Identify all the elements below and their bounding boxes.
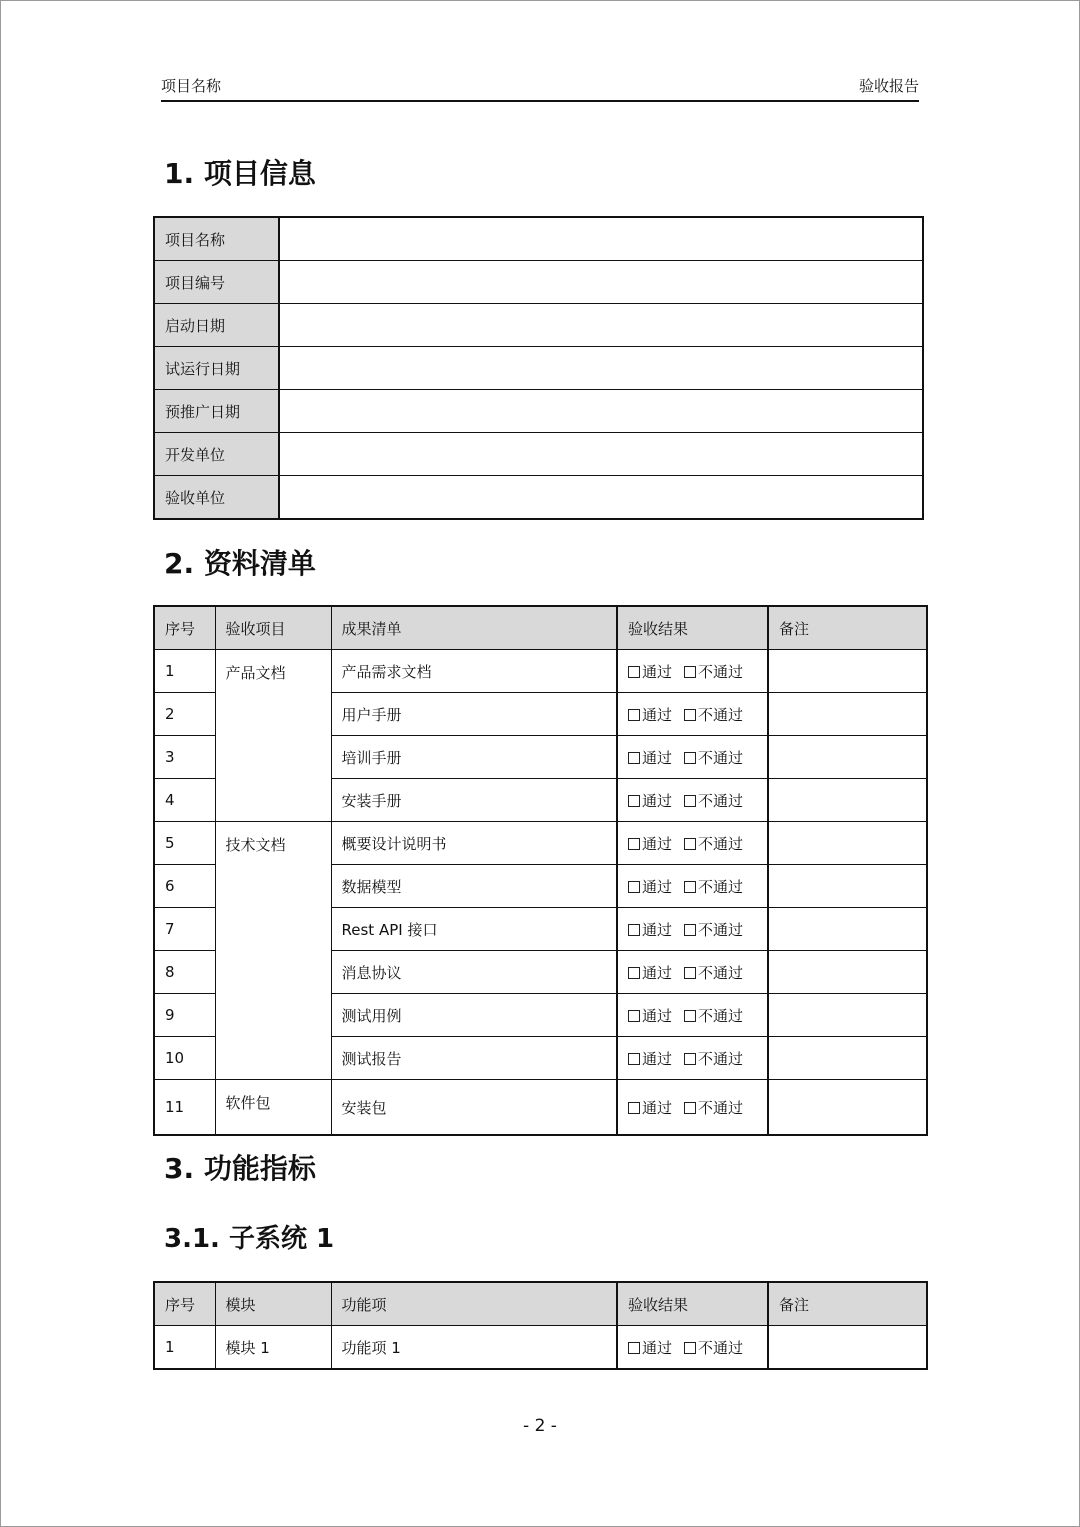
module-name: 模块 1 [215,1326,331,1370]
remark-cell[interactable] [768,1080,927,1136]
checkbox-icon[interactable] [628,1102,640,1114]
col-header-deliverable: 成果清单 [331,606,617,650]
section-3-heading: 3. 功能指标 [164,1152,316,1185]
info-label: 验收单位 [154,476,279,520]
pass-option[interactable]: 通过 [628,1050,672,1068]
row-number: 8 [154,951,215,994]
info-value[interactable] [279,304,923,347]
section-2-heading: 2. 资料清单 [164,547,316,580]
table-row [154,650,927,693]
fail-option[interactable]: 不通过 [684,1099,743,1117]
row-number: 11 [154,1080,215,1136]
col-header-result: 验收结果 [617,606,768,650]
col-header-remark: 备注 [768,606,927,650]
checkbox-icon[interactable] [628,967,640,979]
checkbox-icon[interactable] [628,1342,640,1354]
deliverable-name: 培训手册 [331,736,617,779]
table-row [154,347,923,390]
remark-cell[interactable] [768,693,927,736]
info-label: 启动日期 [154,304,279,347]
result-options [617,908,768,951]
info-value[interactable] [279,347,923,390]
deliverable-name: Rest API 接口 [331,908,617,951]
info-label: 开发单位 [154,433,279,476]
table-header-row [154,1282,927,1326]
result-options [617,736,768,779]
checkbox-icon[interactable] [628,1053,640,1065]
subsystem-1-table [153,1281,928,1370]
checkbox-icon[interactable] [628,752,640,764]
pass-option[interactable]: 通过 [628,835,672,853]
info-label: 试运行日期 [154,347,279,390]
col-header-no: 序号 [154,1282,215,1326]
deliverable-name: 安装包 [331,1080,617,1136]
result-options [617,1080,768,1136]
section-1-heading: 1. 项目信息 [164,157,316,190]
fail-option[interactable]: 不通过 [684,1050,743,1068]
result-options [617,779,768,822]
pass-option[interactable]: 通过 [628,964,672,982]
result-options [617,650,768,693]
remark-cell[interactable] [768,779,927,822]
result-options [617,822,768,865]
row-number: 3 [154,736,215,779]
header-project-name: 项目名称 [161,77,222,95]
checkbox-icon[interactable] [684,924,696,936]
checkbox-icon[interactable] [684,1342,696,1354]
info-value[interactable] [279,476,923,520]
page-header [161,76,919,102]
header-report-title: 验收报告 [858,77,919,95]
fail-option[interactable]: 不通过 [684,835,743,853]
row-number: 6 [154,865,215,908]
fail-option[interactable]: 不通过 [684,749,743,767]
table-row [154,822,927,865]
fail-option[interactable]: 不通过 [684,1339,743,1357]
col-header-no: 序号 [154,606,215,650]
materials-table [153,605,928,1136]
checkbox-icon[interactable] [628,1010,640,1022]
deliverable-name: 测试报告 [331,1037,617,1080]
col-header-item: 验收项目 [215,606,331,650]
fail-option[interactable]: 不通过 [684,663,743,681]
remark-cell[interactable] [768,908,927,951]
remark-cell[interactable] [768,994,927,1037]
table-row [154,433,923,476]
checkbox-icon[interactable] [628,881,640,893]
row-number: 5 [154,822,215,865]
checkbox-icon[interactable] [684,1102,696,1114]
checkbox-icon[interactable] [684,967,696,979]
fail-option[interactable]: 不通过 [684,964,743,982]
deliverable-name: 测试用例 [331,994,617,1037]
acceptance-item: 产品文档 [215,650,331,822]
row-number: 10 [154,1037,215,1080]
col-header-result: 验收结果 [617,1282,768,1326]
row-number: 9 [154,994,215,1037]
checkbox-icon[interactable] [684,709,696,721]
deliverable-name: 安装手册 [331,779,617,822]
info-value[interactable] [279,261,923,304]
col-header-module: 模块 [215,1282,331,1326]
remark-cell[interactable] [768,865,927,908]
row-number: 7 [154,908,215,951]
fail-option[interactable]: 不通过 [684,1007,743,1025]
table-row [154,217,923,261]
checkbox-icon[interactable] [684,881,696,893]
checkbox-icon[interactable] [628,709,640,721]
acceptance-item: 技术文档 [215,822,331,1080]
info-label: 项目名称 [154,217,279,261]
checkbox-icon[interactable] [684,666,696,678]
fail-option[interactable]: 不通过 [684,878,743,896]
checkbox-icon[interactable] [628,666,640,678]
deliverable-name: 消息协议 [331,951,617,994]
info-label: 项目编号 [154,261,279,304]
pass-option[interactable]: 通过 [628,878,672,896]
remark-cell[interactable] [768,1037,927,1080]
info-value[interactable] [279,433,923,476]
checkbox-icon[interactable] [628,924,640,936]
pass-option[interactable]: 通过 [628,1339,672,1357]
result-options [617,693,768,736]
col-header-feature: 功能项 [331,1282,617,1326]
feature-name: 功能项 1 [331,1326,617,1370]
table-row [154,390,923,433]
checkbox-icon[interactable] [684,1010,696,1022]
table-row [154,476,923,520]
pass-option[interactable]: 通过 [628,706,672,724]
pass-option[interactable]: 通过 [628,663,672,681]
remark-cell[interactable] [768,822,927,865]
remark-cell[interactable] [768,736,927,779]
info-value[interactable] [279,217,923,261]
row-number: 1 [154,1326,215,1370]
table-row [154,1326,927,1370]
checkbox-icon[interactable] [684,752,696,764]
row-number: 4 [154,779,215,822]
info-value[interactable] [279,390,923,433]
deliverable-name: 用户手册 [331,693,617,736]
checkbox-icon[interactable] [684,838,696,850]
remark-cell[interactable] [768,1326,927,1370]
info-label: 预推广日期 [154,390,279,433]
checkbox-icon[interactable] [628,838,640,850]
pass-option[interactable]: 通过 [628,1007,672,1025]
fail-option[interactable]: 不通过 [684,792,743,810]
pass-option[interactable]: 通过 [628,1099,672,1117]
result-options [617,865,768,908]
result-options [617,1326,768,1370]
col-header-remark: 备注 [768,1282,927,1326]
deliverable-name: 数据模型 [331,865,617,908]
table-row [154,1080,927,1136]
result-options [617,994,768,1037]
remark-cell[interactable] [768,650,927,693]
deliverable-name: 产品需求文档 [331,650,617,693]
page-number: - 2 - [523,1416,557,1436]
fail-option[interactable]: 不通过 [684,706,743,724]
deliverable-name: 概要设计说明书 [331,822,617,865]
result-options [617,951,768,994]
project-info-table [153,216,924,520]
fail-option[interactable]: 不通过 [684,921,743,939]
checkbox-icon[interactable] [684,1053,696,1065]
pass-option[interactable]: 通过 [628,921,672,939]
checkbox-icon[interactable] [684,795,696,807]
checkbox-icon[interactable] [628,795,640,807]
row-number: 1 [154,650,215,693]
row-number: 2 [154,693,215,736]
table-row [154,261,923,304]
remark-cell[interactable] [768,951,927,994]
acceptance-item: 软件包 [215,1080,331,1136]
pass-option[interactable]: 通过 [628,749,672,767]
table-row [154,304,923,347]
table-header-row [154,606,927,650]
pass-option[interactable]: 通过 [628,792,672,810]
result-options [617,1037,768,1080]
section-3-1-heading: 3.1. 子系统 1 [164,1224,335,1254]
